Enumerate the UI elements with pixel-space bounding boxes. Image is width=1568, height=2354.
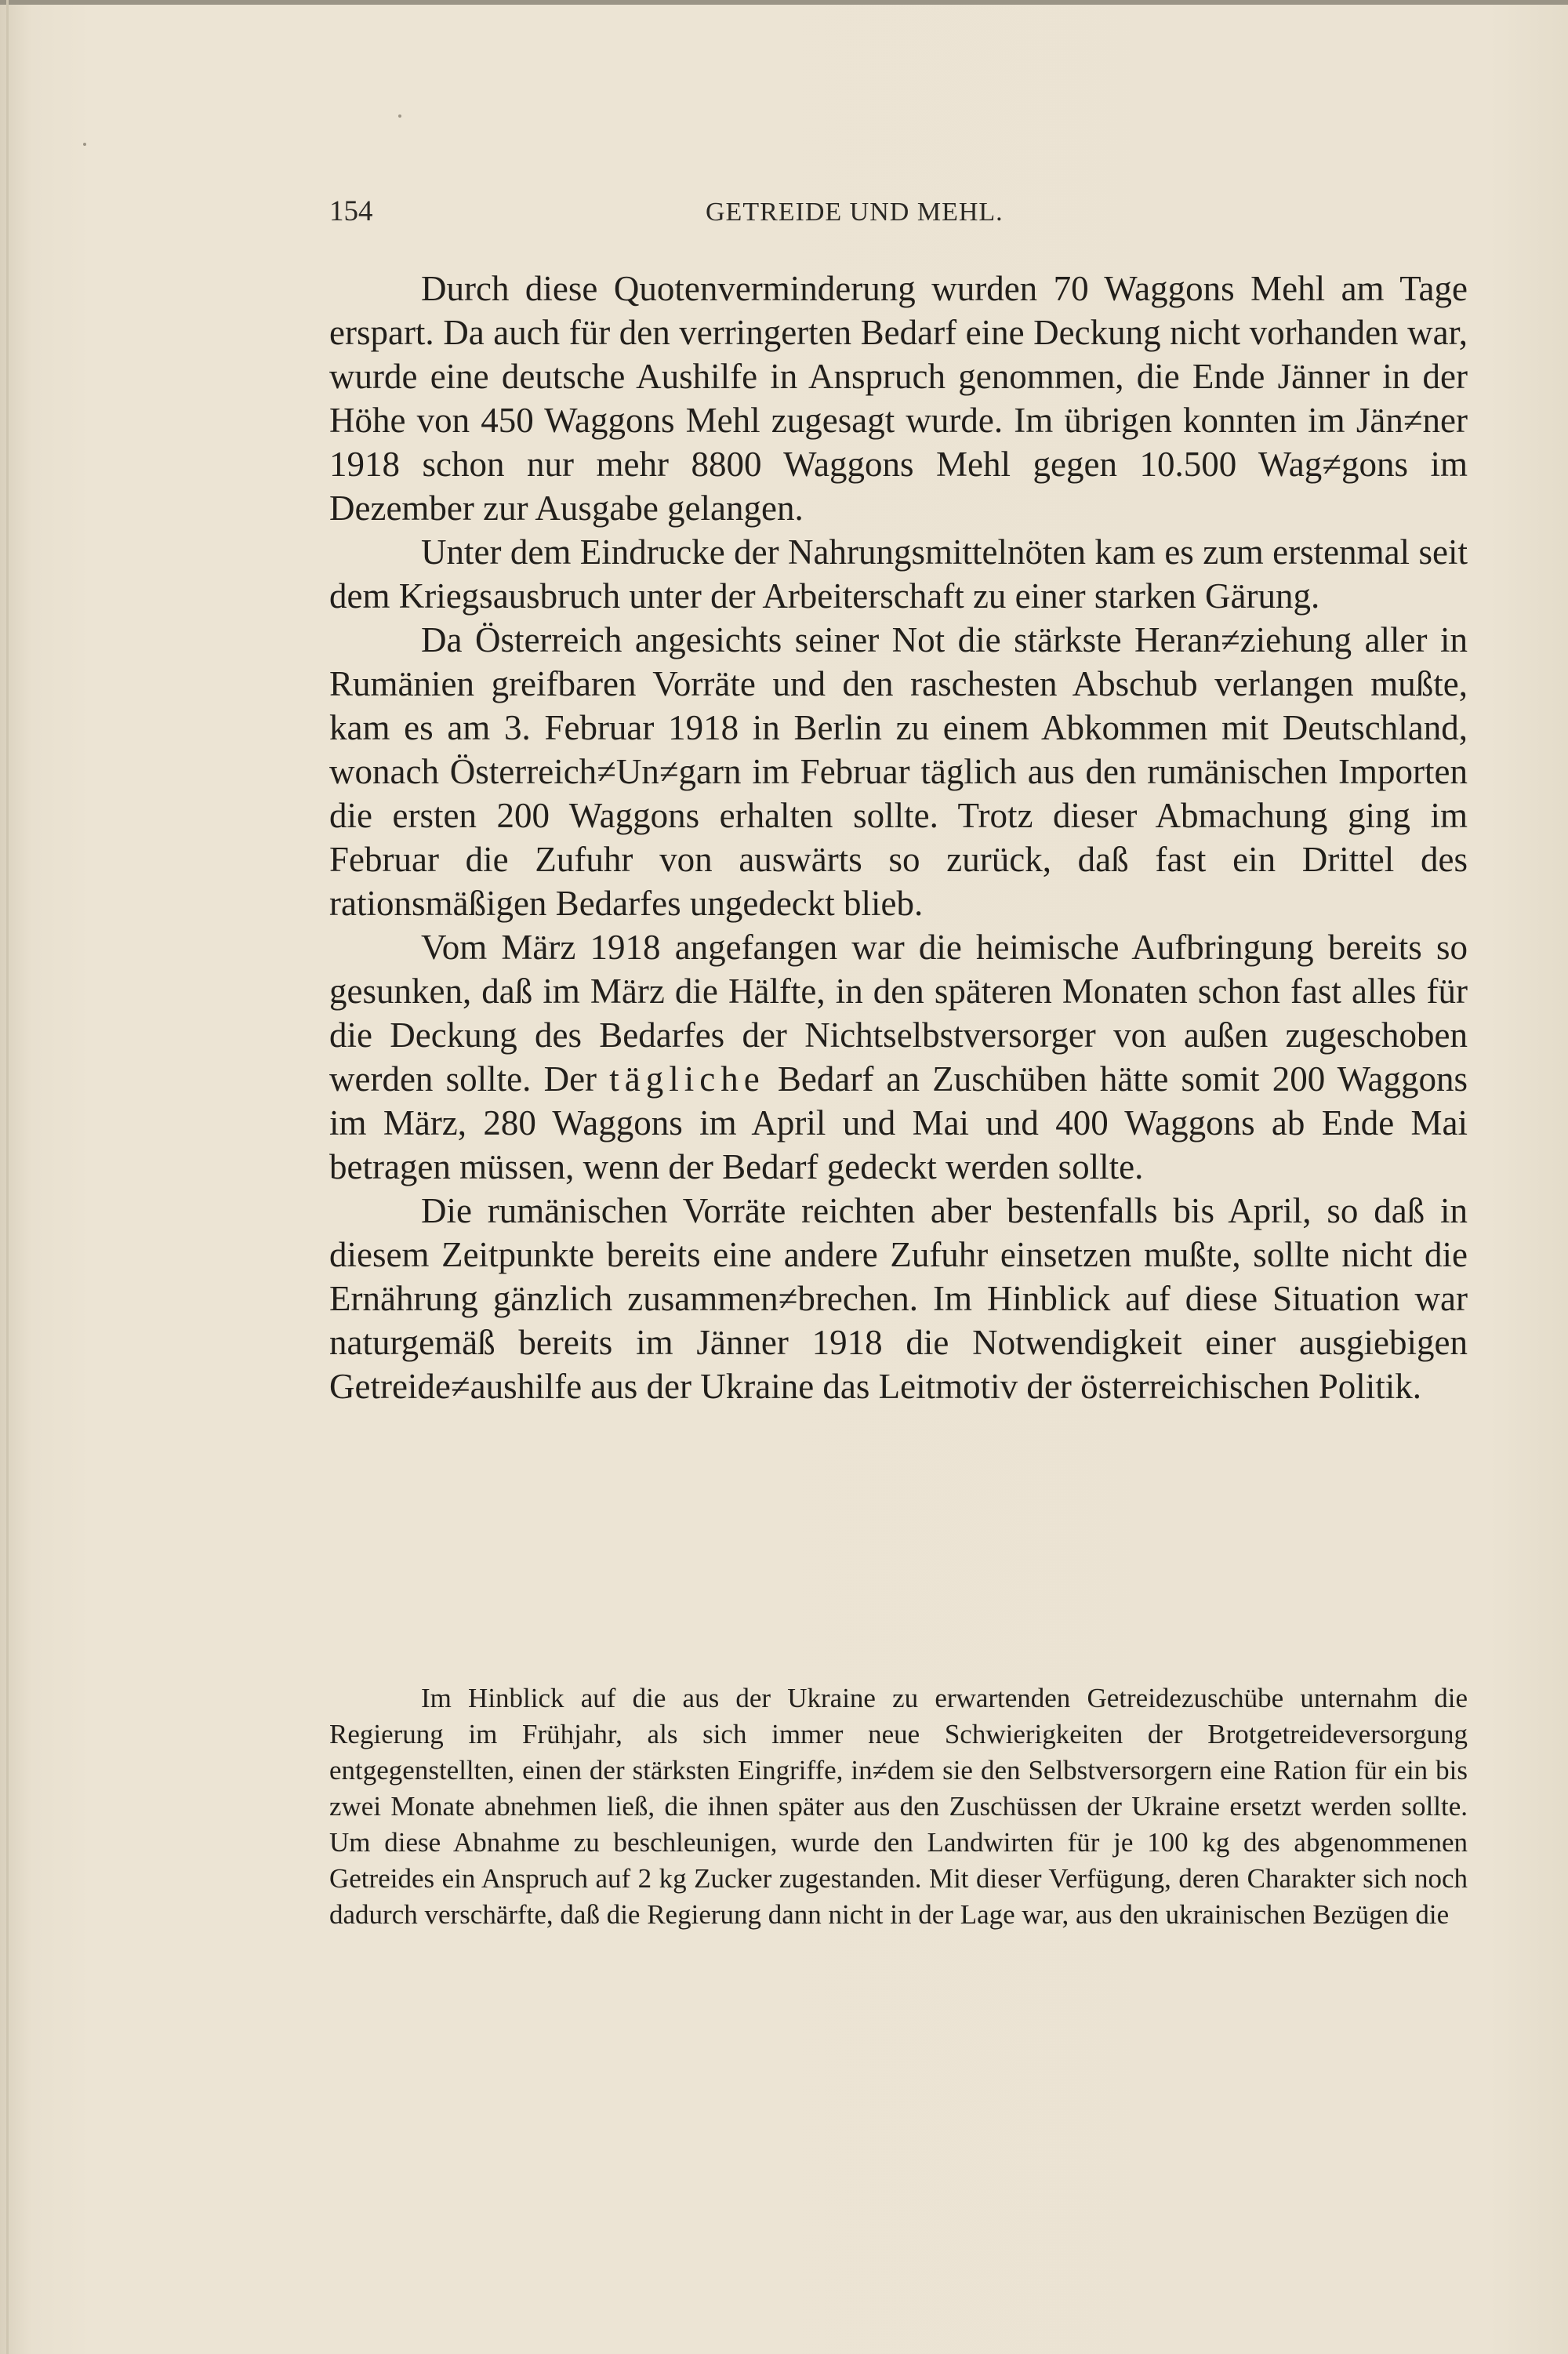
footnote <box>329 1680 1468 1933</box>
paragraph: Die rumänischen Vorräte reichten aber bestenfalls bis April, so daß in diesem Zeitpunkte bereits eine andere Zufuhr einsetzen mußte, sollte nicht die Ernährung gänzlich zusammen≠brechen. Im Hinblick auf diese Situation war naturgemäß bereits im Jänner 1918 die Notwendigkeit einer ausgiebigen Getreide≠aushilfe aus der Ukraine das Leitmotiv der österreichischen Politik. <box>329 1191 1468 1406</box>
main-text <box>329 267 1468 1408</box>
paper-speck <box>83 143 86 146</box>
gutter-edge <box>6 0 9 2354</box>
top-edge-shadow <box>0 0 1568 5</box>
paper-speck <box>398 114 401 118</box>
paragraph <box>329 925 1468 1189</box>
emphasized-word: tägliche <box>609 1059 765 1099</box>
paragraph: Unter dem Eindrucke der Nahrungsmittelnöten kam es zum erstenmal seit dem Kriegsausbruch unter der Arbeiterschaft zu einer starken Gärung. <box>329 532 1468 616</box>
page-number: 154 <box>329 195 373 227</box>
footnote-text: Im Hinblick auf die aus der Ukraine zu erwartenden Getreidezuschübe unternahm die Regierung im Frühjahr, als sich immer neue Schwierigkeiten der Brotgetreideversorgung entgegenstellten, einen der stärksten Eingriffe, in≠dem sie den Selbstversorgern eine Ration für ein bis zwei Monate abnehmen ließ, die ihnen später aus den Zuschüssen der Ukraine ersetzt werden sollte. Um diese Abnahme zu beschleunigen, wurde den Landwirten für je 100 kg des abgenommenen Getreides ein Anspruch auf 2 kg Zucker zugestanden. Mit dieser Verfügung, deren Charakter sich noch dadurch verschärfte, daß die Regierung dann nicht in der Lage war, aus den ukrainischen Bezügen die <box>329 1683 1468 1930</box>
paragraph: Durch diese Quotenverminderung wurden 70 Waggons Mehl am Tage erspart. Da auch für den verringerten Bedarf eine Deckung nicht vorhanden war, wurde eine deutsche Aushilfe in Anspruch genommen, die Ende Jänner in der Höhe von 450 Waggons Mehl zugesagt wurde. Im übrigen konnten im Jän≠ner 1918 schon nur mehr 8800 Waggons Mehl gegen 10.500 Wag≠gons im Dezember zur Ausgabe gelangen. <box>329 269 1468 528</box>
paragraph-text: Bedarf an Zuschüben hätte somit 200 Waggons im März, 280 Waggons im April und Mai und 400 Waggons ab Ende Mai betragen müssen, wenn der Bedarf gedeckt werden sollte. <box>329 1059 1468 1186</box>
page-header <box>329 194 1466 242</box>
running-title: GETREIDE UND MEHL. <box>706 198 1004 227</box>
paragraph: Da Österreich angesichts seiner Not die stärkste Heran≠ziehung aller in Rumänien greifbaren Vorräte und den raschesten Abschub verlangen mußte, kam es am 3. Februar 1918 in Berlin zu einem Abkommen mit Deutschland, wonach Österreich≠Un≠garn im Februar täglich aus den rumänischen Importen die ersten 200 Waggons erhalten sollte. Trotz dieser Abmachung ging im Februar die Zufuhr von auswärts so zurück, daß fast ein Drittel des rationsmäßigen Bedarfes ungedeckt blieb. <box>329 620 1468 923</box>
paragraph-text: Vom März 1918 angefangen war die heimische Aufbringung bereits so gesunken, daß im März die Hälfte, in den späteren Monaten schon fast alles für die Deckung des Bedarfes der Nichtselbstversorger von außen zugeschoben werden sollte. Der <box>329 928 1468 1099</box>
